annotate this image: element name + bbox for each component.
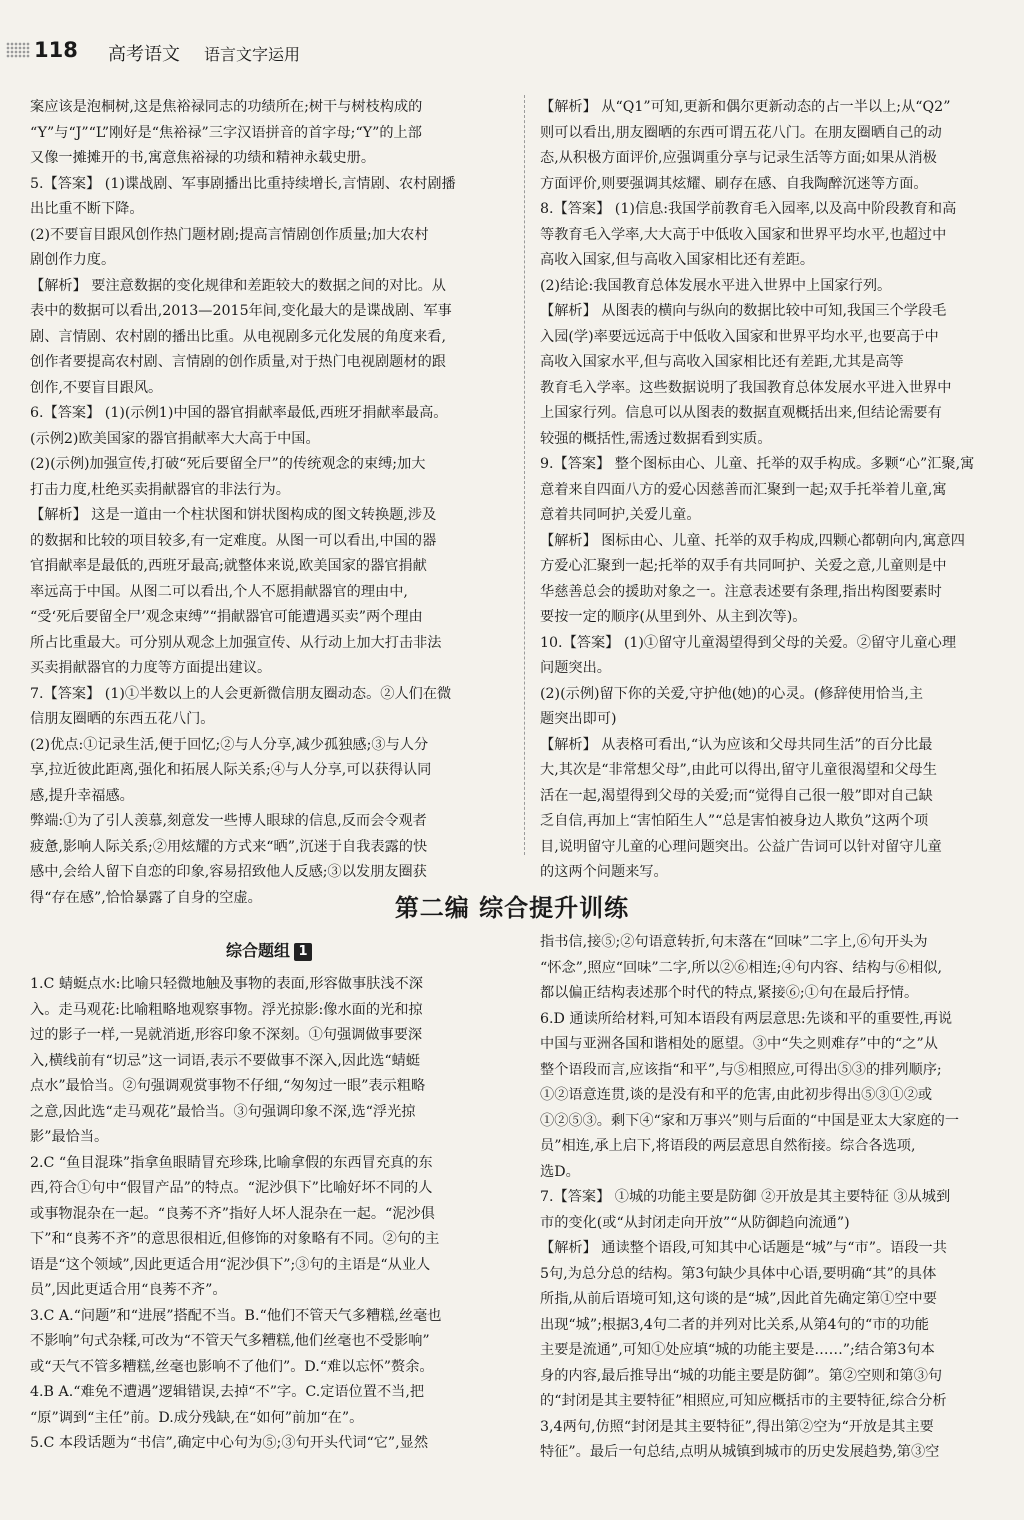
- text-line: 【解析】 图标由心、儿童、托举的双手构成,四颗心都朝向内,寓意四: [540, 532, 965, 549]
- text-line: 得“存在感”,恰恰暴露了自身的空虚。: [30, 889, 262, 906]
- text-line: 方面评价,则要强调其炫耀、刷存在感、自我陶醉沉迷等方面。: [540, 175, 928, 192]
- text-line: 7.【答案】 ①城的功能主要是防御 ②开放是其主要特征 ③从城到: [540, 1189, 951, 1205]
- text-line: 意着共同呵护,关爱儿童。: [540, 507, 701, 523]
- text-line: “受‘死后要留全尸’观念束缚”“捐献器官可能遭遇买卖”两个理由: [30, 609, 423, 625]
- chapter-title: 语言文字运用: [204, 45, 301, 64]
- text-line: (2)(示例)留下你的关爱,守护他(她)的心灵。(修辞使用恰当,主: [540, 685, 924, 702]
- text-line: 影”最恰当。: [30, 1129, 109, 1145]
- page-header: [0, 0, 1024, 76]
- text-line: 整个语段而言,应该指“和平”,与⑤相照应,可得出⑤③的排列顺序;: [540, 1061, 942, 1078]
- text-line: 都以偏正结构表述那个时代的特点,紧接⑥;①句在最后抒情。: [540, 985, 919, 1001]
- text-line: 感,提升幸福感。: [30, 787, 134, 804]
- text-line: 所占比重最大。可分别从观念上加强宣传、从行动上加大打击非法: [30, 634, 442, 651]
- text-line: 入园(学)率要远远高于中低收入国家和世界平均水平,也要高于中: [540, 328, 939, 345]
- group-number-badge: 1: [294, 943, 312, 961]
- text-line: 较强的概括性,需透过数据看到实质。: [540, 430, 772, 447]
- text-line: 10.【答案】 (1)①留守儿童渴望得到父母的关爱。②留守儿童心理: [540, 634, 957, 651]
- text-line: 出现“城”;根据3,4句二者的并列对比关系,从第4句的“市的功能: [540, 1316, 929, 1333]
- text-line: 等教育毛入学率,大大高于中低收入国家和世界平均水平,也超过中: [540, 226, 947, 243]
- text-line: 指书信,接⑤;②句语意转折,句末落在“回味”二字上,⑥句开头为: [540, 934, 928, 950]
- text-line: 【解析】 通读整个语段,可知其中心话题是“城”与“市”。语段一共: [540, 1240, 947, 1256]
- text-line: 语是“这个领域”,因此更适合用“泥沙俱下”;③句的主语是“从业人: [30, 1256, 431, 1273]
- text-line: 表中的数据可以看出,2013—2015年间,变化最大的是谍战剧、军事: [30, 303, 452, 319]
- text-line: 员”相连,承上启下,将语段的两层意思自然衔接。综合各选项,: [540, 1138, 916, 1154]
- text-line: 下”和“良莠不齐”的意思很相近,但修饰的对象略有不同。②句的主: [30, 1231, 440, 1247]
- text-line: 率远高于中国。从图二可以看出,个人不愿捐献器官的理由中,: [30, 583, 408, 600]
- text-line: 身的内容,最后推导出“城的功能主要是防御”。第②空则和第③句: [540, 1367, 943, 1384]
- text-line: 感中,会给人留下自恋的印象,容易招致他人反感;③以发朋友圈获: [30, 864, 427, 880]
- page-number: 118: [34, 38, 78, 62]
- header-dot-pattern: [6, 42, 30, 58]
- text-line: 2.C “鱼目混珠”指拿鱼眼睛冒充珍珠,比喻拿假的东西冒充真的东: [30, 1154, 433, 1171]
- text-line: 出比重不断下降。: [30, 201, 144, 217]
- text-line: (示例2)欧美国家的器官捐献率大大高于中国。: [30, 430, 320, 447]
- text-line: 3,4两句,仿照“封闭是其主要特征”,得出第②空为“开放是其主要: [540, 1418, 934, 1435]
- text-line: 的这两个问题来写。: [540, 864, 668, 880]
- text-line: 6.【答案】 (1)(示例1)中国的器官捐献率最低,西班牙捐献率最高。: [30, 405, 448, 421]
- section-title: 第二编 综合提升训练: [394, 894, 630, 922]
- text-line: 【解析】 这是一道由一个柱状图和饼状图构成的图文转换题,涉及: [30, 507, 437, 523]
- book-title: 高考语文: [108, 44, 180, 65]
- text-line: 5.C 本段话题为“书信”,确定中心句为⑤;③句开头代词“它”,显然: [30, 1435, 429, 1451]
- text-line: 则可以看出,朋友圈晒的东西可谓五花八门。在朋友圈晒自己的动: [540, 124, 942, 141]
- group-title: [30, 938, 508, 961]
- text-line: 的“封闭是其主要特征”相照应,可知应概括市的主要特征,综合分析: [540, 1393, 947, 1409]
- text-line: 【解析】 从表格可看出,“认为应该和父母共同生活”的百分比最: [540, 736, 933, 753]
- text-line: 上国家行列。信息可以从图表的数据直观概括出来,但结论需要有: [540, 405, 942, 421]
- text-line: 特征”。最后一句总结,点明从城镇到城市的历史发展趋势,第③空: [540, 1444, 940, 1460]
- text-line: 8.【答案】 (1)信息:我国学前教育毛入园率,以及高中阶段教育和高: [540, 201, 957, 217]
- text-line: “Y”与“J”“L”刚好是“焦裕禄”三字汉语拼音的首字母;“Y”的上部: [30, 124, 422, 141]
- text-line: “原”调到“主任”前。D.成分残缺,在“如何”前加“在”。: [30, 1409, 364, 1426]
- text-line: 所指,从前后语境可知,这句谈的是“城”,因此首先确定第①空中要: [540, 1291, 937, 1307]
- text-line: 西,符合①句中“假冒产品”的特点。“泥沙俱下”比喻好坏不同的人: [30, 1180, 433, 1196]
- text-line: (2)优点:①记录生活,便于回忆;②与人分享,减少孤独感;③与人分: [30, 736, 429, 753]
- text-line: 案应该是泡桐树,这是焦裕禄同志的功绩所在;树干与树枝构成的: [30, 99, 423, 115]
- text-line: 享,拉近彼此距离,强化和拓展人际关系;④与人分享,可以获得认同: [30, 762, 432, 778]
- text-line: 高收入国家水平,但与高收入国家相比还有差距,尤其是高等: [540, 354, 904, 370]
- text-line: 方爱心汇聚到一起;托举的双手有共同呵护、关爱之意,儿童则是中: [540, 558, 947, 574]
- text-line: (2)(示例)加强宣传,打破“死后要留全尸”的传统观念的束缚;加大: [30, 456, 426, 472]
- text-line: 打击力度,杜绝买卖捐献器官的非法行为。: [30, 481, 290, 498]
- text-line: 目,说明留守儿童的心理问题突出。公益广告词可以针对留守儿童: [540, 838, 942, 855]
- text-line: 入。走马观花:比喻粗略地观察事物。浮光掠影:像水面的光和掠: [30, 1001, 423, 1018]
- text-line: 买卖捐献器官的力度等方面提出建议。: [30, 660, 272, 676]
- text-line: 又像一摊摊开的书,寓意焦裕禄的功绩和精神永载史册。: [30, 150, 376, 166]
- text-line: 疲惫,影响人际关系;②用炫耀的方式来“晒”,沉迷于自我表露的快: [30, 838, 428, 855]
- text-line: 【解析】 从“Q1”可知,更新和偶尔更新动态的占一半以上;从“Q2”: [540, 99, 951, 115]
- text-line: 9.【答案】 整个图标由心、儿童、托举的双手构成。多颗“心”汇聚,寓: [540, 456, 975, 472]
- text-line: 或“天气不管多糟糕,丝毫也影响不了他们”。D.“难以忘怀”赘余。: [30, 1358, 434, 1375]
- text-line: 要按一定的顺序(从里到外、从主到次等)。: [540, 609, 807, 625]
- text-line: 教育毛入学率。这些数据说明了我国教育总体发展水平进入世界中: [540, 379, 952, 396]
- text-line: 5.【答案】 (1)谍战剧、军事剧播出比重持续增长,言情剧、农村剧播: [30, 175, 456, 192]
- text-line: 入,横线前有“切忌”这一词语,表示不要做事不深入,因此选“蜻蜓: [30, 1052, 420, 1069]
- text-line: 弊端:①为了引人羡慕,刻意发一些博人眼球的信息,反而会令观者: [30, 813, 427, 829]
- text-line: “怀念”,照应“回味”二字,所以②⑥相连;④句内容、结构与⑥相似,: [540, 959, 943, 976]
- text-line: 意着来自四面八方的爱心因慈善而汇聚到一起;双手托举着儿童,寓: [540, 481, 947, 498]
- text-line: 1.C 蜻蜓点水:比喻只轻微地触及事物的表面,形容做事肤浅不深: [30, 976, 423, 992]
- text-line: 乏自信,再加上“害怕陌生人”“总是害怕被身边人欺负”这两个项: [540, 813, 929, 829]
- left-column-top: [30, 95, 508, 911]
- text-line: 剧、言情剧、农村剧的播出比重。从电视剧多元化发展的角度来看,: [30, 328, 446, 345]
- text-line: 不影响”句式杂糅,可改为“不管天气多糟糕,他们丝毫也不受影响”: [30, 1333, 430, 1349]
- left-column-bottom: [30, 972, 508, 1457]
- text-line: 高收入国家,但与高收入国家相比还有差距。: [540, 252, 815, 268]
- right-column-top: [540, 95, 1005, 886]
- text-line: 题突出即可): [540, 711, 617, 727]
- text-line: (2)不要盲目跟风创作热门题材剧;提高言情剧创作质量;加大农村: [30, 226, 429, 243]
- text-line: 信朋友圈晒的东西五花八门。: [30, 711, 215, 727]
- text-line: 创作者要提高农村剧、言情剧的创作质量,对于热门电视剧题材的跟: [30, 354, 446, 370]
- text-line: 大,其次是“非常想父母”,由此可以得出,留守儿童很渴望和父母生: [540, 762, 937, 778]
- text-line: ①②⑤③。剩下④“家和万事兴”则与后面的“中国是亚太大家庭的一: [540, 1112, 960, 1129]
- text-line: 中国与亚洲各国和谐相处的愿望。③中“失之则难存”中的“之”从: [540, 1036, 938, 1052]
- text-line: 【解析】 从图表的横向与纵向的数据比较中可知,我国三个学段毛: [540, 303, 947, 319]
- text-line: 或事物混杂在一起。“良莠不齐”指好人坏人混杂在一起。“泥沙俱: [30, 1205, 435, 1222]
- text-line: 官捐献率是最低的,西班牙最高;就整体来说,欧美国家的器官捐献: [30, 558, 427, 574]
- text-line: 点水”最恰当。②句强调观赏事物不仔细,“匆匆过一眼”表示粗略: [30, 1078, 426, 1094]
- text-line: 主要是流通”,可知①处应填“城的功能主要是……”;结合第3句本: [540, 1342, 935, 1358]
- text-line: 员”,因此更适合用“良莠不齐”。: [30, 1282, 227, 1298]
- text-line: 华慈善总会的援助对象之一。注意表述要有条理,指出构图要素时: [540, 583, 942, 600]
- text-line: ①②语意连贯,谈的是没有和平的危害,由此初步得出⑤③①②或: [540, 1087, 933, 1103]
- text-line: 问题突出。: [540, 660, 611, 676]
- text-line: 选D。: [540, 1163, 580, 1180]
- text-line: 6.D 通读所给材料,可知本语段有两层意思:先谈和平的重要性,再说: [540, 1010, 953, 1027]
- text-line: 态,从积极方面评价,应强调重分享与记录生活等方面;如果从消极: [540, 150, 937, 166]
- text-line: 之意,因此选“走马观花”最恰当。③句强调印象不深,选“浮光掠: [30, 1103, 416, 1120]
- text-line: 3.C A.“问题”和“进展”搭配不当。B.“他们不管天气多糟糕,丝毫也: [30, 1307, 442, 1324]
- text-line: 活在一起,渴望得到父母的关爱;而“觉得自己很一般”即对自己缺: [540, 787, 933, 804]
- text-line: 创作,不要盲目跟风。: [30, 379, 163, 396]
- text-line: 7.【答案】 (1)①半数以上的人会更新微信朋友圈动态。②人们在微: [30, 685, 452, 702]
- column-divider: [524, 95, 525, 855]
- text-line: 5句,为总分总的结构。第3句缺少具体中心语,要明确“其”的具体: [540, 1265, 937, 1282]
- text-line: 市的变化(或“从封闭走向开放”“从防御趋向流通”): [540, 1214, 850, 1231]
- group-title-text: 综合题组: [225, 941, 290, 960]
- text-line: 【解析】 要注意数据的变化规律和差距较大的数据之间的对比。从: [30, 277, 446, 294]
- text-line: 4.B A.“难免不遭遇”逻辑错误,去掉“不”字。C.定语位置不当,把: [30, 1384, 425, 1400]
- right-column-bottom: [540, 930, 1010, 1466]
- text-line: 过的影子一样,一晃就消逝,形容印象不深刻。①句强调做事要深: [30, 1027, 423, 1043]
- text-line: (2)结论:我国教育总体发展水平进入世界中上国家行列。: [540, 277, 892, 294]
- text-line: 剧创作力度。: [30, 252, 116, 268]
- text-line: 的数据和比较的项目较多,有一定难度。从图一可以看出,中国的器: [30, 532, 437, 549]
